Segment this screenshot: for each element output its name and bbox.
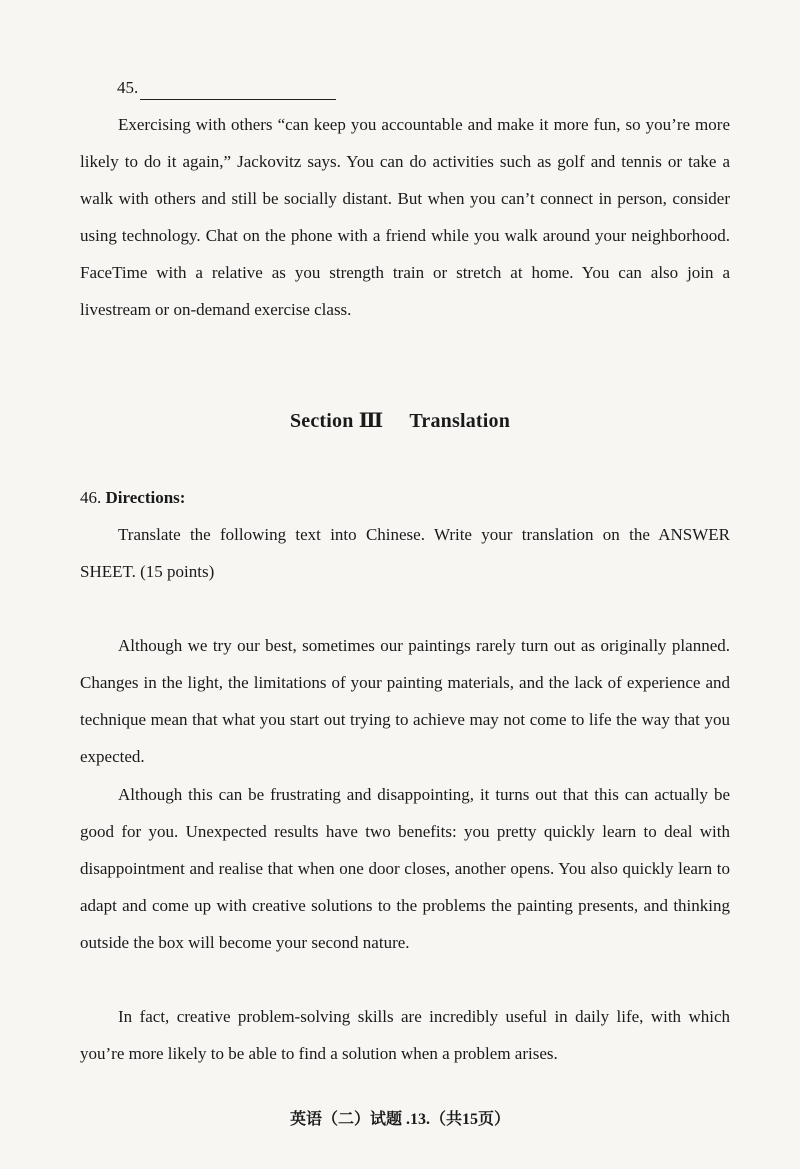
section-label: Section Ⅲ [289,410,384,432]
directions-label: Directions: [105,488,186,507]
page-footer: 英语（二）试题 .13.（共15页） [289,1111,510,1128]
translation-paragraph-2: Although this can be frustrating and disappointing, it turns out that this can actually be good for you. Unexpected results have two benefits: you pretty quickly learn to deal with disappointment and realise that when one door closes, another opens. You also quickly learn to adapt and come up with creative solutions to the problems the painting presents, and thinking outside the box will become your second nature. [80,785,730,952]
translation-paragraph-1: Although we try our best, sometimes our paintings rarely turn out as originally planned. Changes in the light, the limitations of your painting materials, and the lack of experience and technique mean that what you start out trying to achieve may not come to life the way that you expected. [80,636,730,766]
question-45-number: 45. [117,78,139,97]
question-45 [117,76,336,100]
section-heading [0,406,800,436]
section-title: Translation [409,410,511,432]
directions-text: Translate the following text into Chinese. Write your translation on the ANSWER SHEET. (15 points) [80,525,730,581]
question-46-number: 46. [80,488,102,507]
passage-paragraph-45: Exercising with others “can keep you accountable and make it more fun, so you’re more likely to do it again,” Jackovitz says. You can do activities such as golf and tennis or take a walk with others and still be socially distant. But when you can’t connect in person, consider using technology. Chat on the phone with a friend while you walk around your neighborhood. FaceTime with a relative as you strength train or stretch at home. You can also join a livestream or on-demand exercise class. [80,115,730,319]
translation-paragraph-3: In fact, creative problem-solving skills are incredibly useful in daily life, with which you’re more likely to be able to find a solution when a problem arises. [80,1007,730,1063]
question-46-heading [80,484,185,512]
answer-blank-45[interactable] [140,81,336,100]
